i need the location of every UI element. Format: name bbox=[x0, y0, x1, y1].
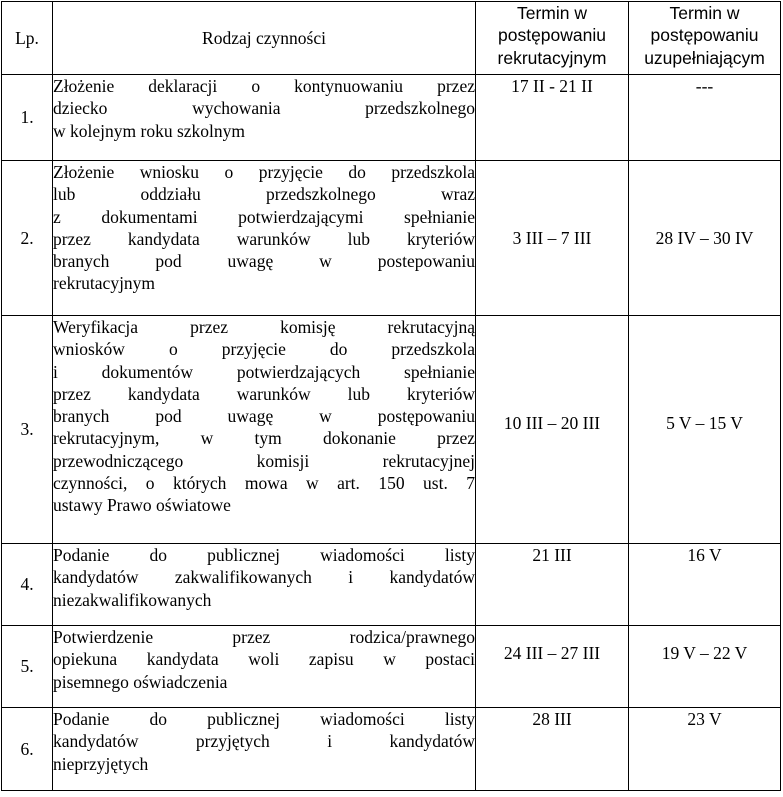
recruitment-deadline: 21 III bbox=[476, 544, 629, 626]
row-number: 2. bbox=[2, 161, 53, 316]
recruitment-deadline: 17 II - 21 II bbox=[476, 75, 629, 161]
activity-line: ustawy Prawo oświatowe bbox=[53, 495, 231, 516]
activity-line: w kolejnym roku szkolnym bbox=[53, 120, 245, 141]
table-row bbox=[2, 316, 781, 544]
activity-line: przez kandydata warunków lub kryteriów bbox=[53, 383, 475, 404]
recruitment-schedule-table bbox=[1, 1, 781, 791]
table-row bbox=[2, 544, 781, 626]
activity-line: przewodniczącego komisji rekrutacyjnej bbox=[53, 450, 475, 471]
row-number: 3. bbox=[2, 316, 53, 544]
header-row bbox=[2, 2, 781, 75]
activity-line: rekrutacyjnym bbox=[53, 273, 156, 294]
table-row bbox=[2, 75, 781, 161]
header-supplementary-line: uzupełniającym bbox=[644, 47, 765, 68]
activity-line: nieprzyjętych bbox=[53, 753, 149, 774]
activity-line: Weryfikacja przez komisję rekrutacyjną bbox=[53, 317, 475, 337]
header-supplementary-line: Termin w bbox=[669, 3, 740, 23]
activity-line: branych pod uwagę w postępowaniu bbox=[53, 406, 475, 427]
activity-line: z dokumentami potwierdzającymi spełnianie bbox=[53, 206, 475, 227]
header-recruitment-line: postępowaniu bbox=[498, 25, 606, 46]
activity-cell bbox=[53, 75, 476, 161]
activity-line: Potwierdzenie przez rodzica/prawnego bbox=[53, 627, 475, 647]
activity-line: lub oddziału przedszkolnego wraz bbox=[53, 184, 475, 205]
table-row bbox=[2, 161, 781, 316]
activity-line: przez kandydata warunków lub kryteriów bbox=[53, 228, 475, 249]
supplementary-deadline: 19 V – 22 V bbox=[629, 626, 781, 708]
activity-line: wniosków o przyjęcie do przedszkola bbox=[53, 339, 475, 360]
activity-line: pisemnego oświadczenia bbox=[53, 671, 228, 692]
header-lp: Lp. bbox=[2, 2, 53, 75]
activity-line: kandydatów przyjętych i kandydatów bbox=[53, 731, 475, 752]
activity-line: i dokumentów potwierdzających spełnianie bbox=[53, 361, 475, 382]
activity-cell bbox=[53, 316, 476, 544]
supplementary-deadline: --- bbox=[629, 75, 781, 161]
supplementary-deadline: 28 IV – 30 IV bbox=[629, 161, 781, 316]
activity-line: kandydatów zakwalifikowanych i kandydatów bbox=[53, 567, 475, 588]
activity-line: czynności, o których mowa w art. 150 ust. 7 bbox=[53, 473, 475, 494]
activity-line: Złożenie deklaracji o kontynuowaniu przez bbox=[53, 76, 475, 96]
activity-line: dziecko wychowania przedszkolnego bbox=[53, 98, 475, 119]
header-supplementary-deadline bbox=[629, 2, 781, 75]
activity-cell bbox=[53, 626, 476, 708]
row-number: 4. bbox=[2, 544, 53, 626]
activity-line: rekrutacyjnym, w tym dokonanie przez bbox=[53, 428, 475, 449]
supplementary-deadline: 5 V – 15 V bbox=[629, 316, 781, 544]
header-recruitment-deadline bbox=[476, 2, 629, 75]
row-number: 6. bbox=[2, 708, 53, 791]
header-recruitment-line: rekrutacyjnym bbox=[497, 47, 607, 68]
supplementary-deadline: 16 V bbox=[629, 544, 781, 626]
row-number: 5. bbox=[2, 626, 53, 708]
activity-line: niezakwalifikowanych bbox=[53, 589, 212, 610]
header-supplementary-line: postępowaniu bbox=[650, 25, 759, 46]
recruitment-deadline: 24 III – 27 III bbox=[476, 626, 629, 708]
activity-line: opiekuna kandydata woli zapisu w postaci bbox=[53, 649, 475, 670]
activity-line: Podanie do publicznej wiadomości listy bbox=[53, 709, 475, 729]
activity-cell bbox=[53, 161, 476, 316]
recruitment-deadline: 10 III – 20 III bbox=[476, 316, 629, 544]
header-activity: Rodzaj czynności bbox=[53, 2, 476, 75]
recruitment-deadline: 28 III bbox=[476, 708, 629, 791]
activity-line: Złożenie wniosku o przyjęcie do przedszkola bbox=[53, 162, 475, 182]
table-row bbox=[2, 626, 781, 708]
activity-line: branych pod uwagę w postepowaniu bbox=[53, 251, 475, 272]
table-row bbox=[2, 708, 781, 791]
recruitment-deadline: 3 III – 7 III bbox=[476, 161, 629, 316]
activity-cell bbox=[53, 544, 476, 626]
supplementary-deadline: 23 V bbox=[629, 708, 781, 791]
row-number: 1. bbox=[2, 75, 53, 161]
activity-cell bbox=[53, 708, 476, 791]
header-recruitment-line: Termin w bbox=[516, 3, 587, 23]
activity-line: Podanie do publicznej wiadomości listy bbox=[53, 545, 475, 565]
